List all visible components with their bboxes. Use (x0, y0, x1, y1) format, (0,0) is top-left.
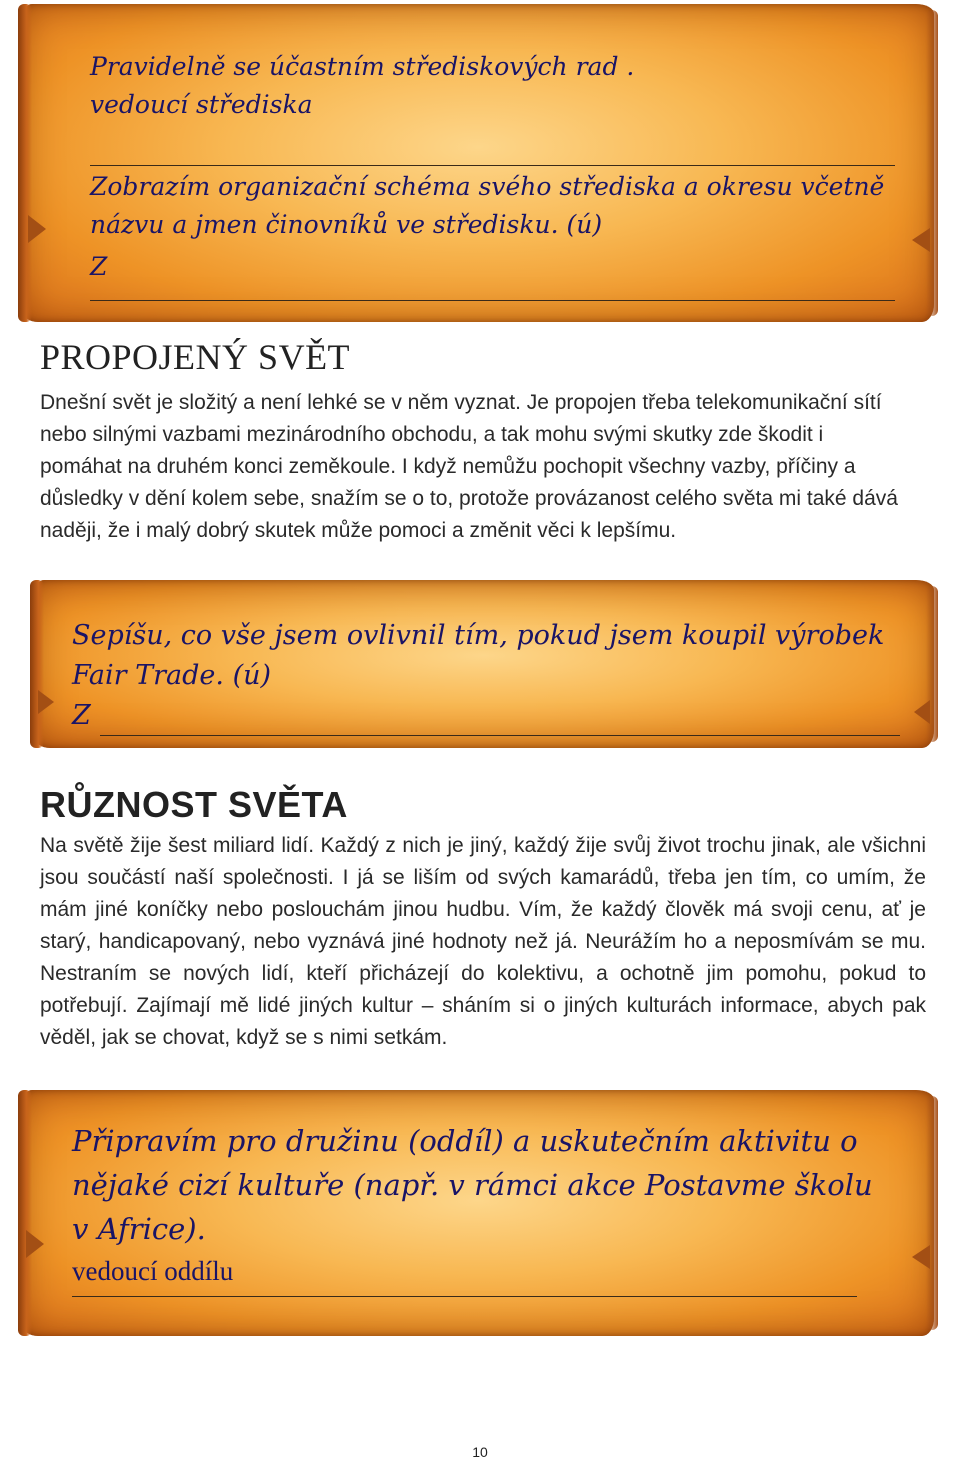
task-role: Z (90, 252, 108, 281)
section-paragraph: Dnešní svět je složitý a není lehké se v něm vyznat. Je propojen třeba telekomunikační sítí nebo silnými vazbami mezinárodního obchodu, a tak mohu svými skutky zde škodit i pomáhat na druhém konci zeměkoule. I když nemůžu pochopit všechny vazby, příčiny a důsledky v dění kolem sebe, snažím se o to, protože provázanost celého světa mi také dává naději, že i malý dobrý skutek může pomoci a změnit věci k lepšímu. (40, 391, 898, 542)
page-number: 10 (472, 1444, 488, 1460)
section-paragraph: Na světě žije šest miliard lidí. Každý z nich je jiný, každý žije svůj život trochu jinak, ale všichni jsou součástí naší společnosti. I já se liším od svých kamarádů, třeba jen tím, co umím, že mám jiné koníčky nebo poslouchám jinou hudbu. Vím, že každý člověk má svoji cenu, ať je starý, handicapovaný, nebo vyznává jiné hodnoty než já. Neurážím ho a neposmívám se mu. Nestraním se nových lidí, kteří přicházejí do kolektivu, a ochotně jim pomohu, pokud to potřebují. Zajímají mě lidé jiných kultur – sháním si o jiných kulturách informace, abych pak věděl, jak se chovat, když se s nimi setkám. (40, 834, 926, 1049)
task-line: Sepíšu, co vše jsem ovlivnil tím, pokud jsem koupil výrobek (72, 620, 885, 651)
scroll-edge-decoration (914, 700, 930, 724)
task-line: Pravidelně se účastním střediskových rad . (90, 52, 635, 81)
task-line: v Africe). (72, 1212, 206, 1246)
divider-line (90, 165, 895, 166)
task-line: Zobrazím organizační schéma svého střediska a okresu včetně (90, 172, 885, 201)
section-heading: PROPOJENÝ SVĚT (40, 337, 351, 377)
task-line: nějaké cizí kultuře (např. v rámci akce Postavme školu (72, 1168, 873, 1202)
task-role: Z (72, 700, 91, 731)
task-line: Připravím pro družinu (oddíl) a uskutečním aktivitu o (72, 1124, 858, 1158)
scroll-edge-decoration (26, 1230, 44, 1258)
task-role: vedoucí střediska (90, 90, 313, 119)
scroll-edge-decoration (912, 228, 930, 252)
scroll-edge-decoration (28, 215, 46, 243)
scroll-edge-decoration (38, 690, 54, 714)
divider-line (100, 735, 900, 736)
scroll-edge-decoration (912, 1245, 930, 1269)
divider-line (72, 1296, 857, 1297)
task-role: vedoucí oddílu (72, 1256, 234, 1286)
section-heading: RŮZNOST SVĚTA (40, 784, 348, 825)
task-line: Fair Trade. (ú) (72, 660, 272, 691)
divider-line (90, 300, 895, 301)
task-line: názvu a jmen činovníků ve středisku. (ú) (90, 210, 603, 239)
